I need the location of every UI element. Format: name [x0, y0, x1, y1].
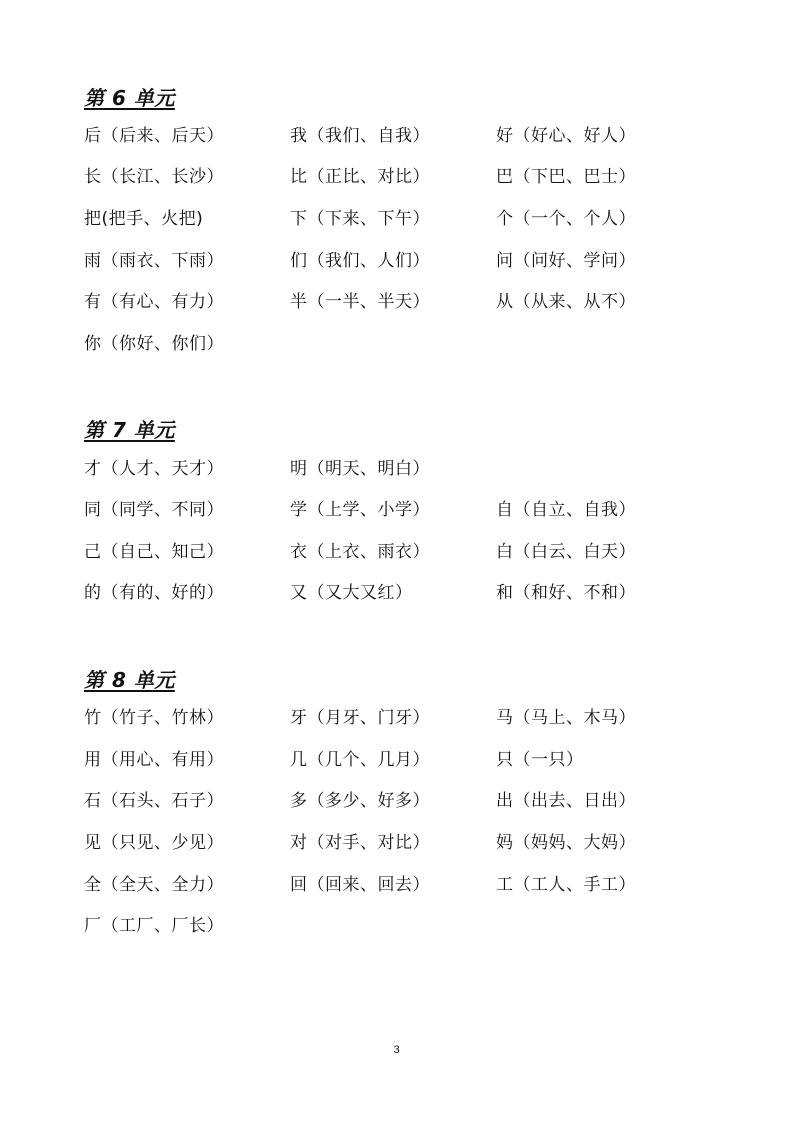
unit-8-row-3	[84, 788, 724, 814]
unit-7-row-2	[84, 497, 724, 523]
word-entry: 们（我们、人们）	[290, 251, 430, 271]
word-entry: 我（我们、自我）	[290, 126, 430, 146]
word-entry: 白（白云、白天）	[496, 542, 636, 562]
word-entry: 几（几个、几月）	[290, 750, 430, 770]
word-entry: 牙（月牙、门牙）	[290, 708, 430, 728]
unit-7-title: 第 7 单元	[84, 418, 175, 442]
unit-7-row-4	[84, 580, 724, 606]
word-entry: 明（明天、明白）	[290, 459, 430, 479]
word-entry: 个（一个、个人）	[496, 209, 636, 229]
unit-6-title: 第 6 单元	[84, 86, 175, 110]
unit-8-title: 第 8 单元	[84, 668, 175, 692]
word-entry: 后（后来、后天）	[84, 126, 224, 146]
word-entry: 有（有心、有力）	[84, 292, 224, 312]
word-entry: 长（长江、长沙）	[84, 167, 224, 187]
unit-7-row-3	[84, 539, 724, 565]
unit-8-row-6	[84, 913, 724, 939]
word-entry: 又（又大又红）	[290, 583, 413, 603]
word-entry: 雨（雨衣、下雨）	[84, 251, 224, 271]
word-entry: 从（从来、从不）	[496, 292, 636, 312]
unit-8-row-4	[84, 830, 724, 856]
unit-6-row-4	[84, 248, 724, 274]
unit-7-row-1	[84, 456, 724, 482]
word-entry: 比（正比、对比）	[290, 167, 430, 187]
word-entry: 半（一半、半天）	[290, 292, 430, 312]
word-entry: 只（一只）	[496, 750, 584, 770]
word-entry: 回（回来、回去）	[290, 875, 430, 895]
word-entry: 工（工人、手工）	[496, 875, 636, 895]
word-entry: 用（用心、有用）	[84, 750, 224, 770]
unit-6-row-3	[84, 206, 724, 232]
word-entry: 和（和好、不和）	[496, 583, 636, 603]
word-entry: 出（出去、日出）	[496, 791, 636, 811]
word-entry: 妈（妈妈、大妈）	[496, 833, 636, 853]
word-entry: 问（问好、学问）	[496, 251, 636, 271]
word-entry: 多（多少、好多）	[290, 791, 430, 811]
word-entry: 下（下来、下午）	[290, 209, 430, 229]
word-entry: 才（人才、天才）	[84, 459, 224, 479]
word-entry: 你（你好、你们）	[84, 334, 224, 354]
word-entry: 的（有的、好的）	[84, 583, 224, 603]
word-entry: 学（上学、小学）	[290, 500, 430, 520]
word-entry: 马（马上、木马）	[496, 708, 636, 728]
unit-6-row-5	[84, 289, 724, 315]
word-entry: 自（自立、自我）	[496, 500, 636, 520]
unit-8-row-5	[84, 872, 724, 898]
word-entry: 厂（工厂、厂长）	[84, 916, 224, 936]
unit-6-row-2	[84, 164, 724, 190]
word-entry: 巴（下巴、巴士）	[496, 167, 636, 187]
word-entry: 衣（上衣、雨衣）	[290, 542, 430, 562]
word-entry: 竹（竹子、竹林）	[84, 708, 224, 728]
word-entry: 对（对手、对比）	[290, 833, 430, 853]
word-entry: 全（全天、全力）	[84, 875, 224, 895]
word-entry: 石（石头、石子）	[84, 791, 224, 811]
word-entry: 同（同学、不同）	[84, 500, 224, 520]
word-entry: 好（好心、好人）	[496, 126, 636, 146]
unit-6-row-6	[84, 331, 724, 357]
word-entry: 己（自己、知己）	[84, 542, 224, 562]
unit-8-row-1	[84, 705, 724, 731]
word-entry: 把(把手、火把)	[84, 209, 204, 229]
unit-8-row-2	[84, 747, 724, 773]
word-entry: 见（只见、少见）	[84, 833, 224, 853]
unit-6-row-1	[84, 123, 724, 149]
page-number: 3	[393, 1044, 400, 1056]
